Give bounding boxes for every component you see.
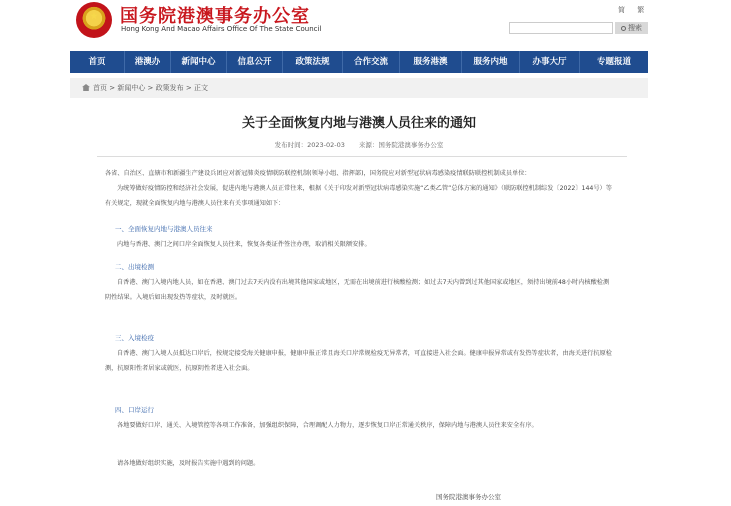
language-links [618, 5, 654, 15]
link-traditional[interactable]: 繁 [637, 6, 645, 14]
search-icon [621, 26, 626, 31]
publish-date: 发布时间：2023-02-03 [274, 141, 345, 149]
link-simplified[interactable]: 简 [618, 6, 625, 14]
article-meta [70, 140, 648, 149]
article-title: 关于全面恢复内地与港澳人员往来的通知 [241, 116, 476, 131]
intro-paragraph: 为统筹做好疫情防控和经济社会发展，促进内地与港澳人员正常往来，根据《关于印发对新型冠状病毒感染实施“乙类乙管”总体方案的通知》（联防联控机制综发〔2022〕144号）等有关规定，现就全面恢复内地与港澳人员往来有关事项通知如下： [105, 185, 612, 208]
section-body-3: 自香港、澳门入境人员抵达口岸后，按规定接受海关健康申报，健康申报正常且海关口岸常规检疫无异常者，可直接进入社会面。健康申报异常或有发热等症状者，由海关进行抗原检测，抗原阳性者居家或就医，抗原阴性者进入社会面。 [105, 350, 612, 373]
section-heading-3: 三、入境检疫 [115, 334, 154, 342]
breadcrumb-path[interactable]: 首页 > 新闻中心 > 政策发布 > 正文 [93, 84, 208, 92]
nav-item-info[interactable]: 信息公开 [227, 51, 283, 73]
main-nav [70, 51, 648, 73]
section-body-1: 内地与香港、澳门之间口岸全面恢复人员往来，恢复各类证件签注办理，取消相关限额安排。 [117, 241, 371, 248]
national-emblem-icon [76, 2, 112, 38]
nav-item-serve-hkmo[interactable]: 服务港澳 [400, 51, 462, 73]
search-button-label: 搜索 [628, 24, 642, 32]
section-body-2: 自香港、澳门入境内地人员，如在香港、澳门过去7天内没有出境其他国家或地区，无需在出境前进行核酸检测；如过去7天内曾到过其他国家或地区，须持出境前48小时内核酸检测阴性结果。入境后如出现发热等症状，及时就医。 [105, 279, 610, 302]
nav-item-home[interactable]: 首页 [70, 51, 125, 73]
closing-paragraph: 请各地做好组织实施，及时报告实施中遇到的问题。 [117, 460, 260, 467]
nav-item-hmo[interactable]: 港澳办 [125, 51, 171, 73]
nav-item-cooperation[interactable]: 合作交流 [343, 51, 400, 73]
site-header [0, 0, 731, 48]
site-title: 国务院港澳事务办公室 [120, 6, 310, 27]
section-body-4: 各地要做好口岸、通关、入境管控等各项工作准备，加强组织保障，合理调配人力物力，逐步恢复口岸正常通关秩序，保障内地与港澳人员往来安全有序。 [117, 422, 538, 429]
site-subtitle: Hong Kong And Macao Affairs Office Of The State Council [121, 25, 322, 33]
section-heading-2: 二、出境检测 [115, 263, 154, 271]
nav-item-news[interactable]: 新闻中心 [171, 51, 227, 73]
home-icon [82, 84, 90, 91]
search-button[interactable] [615, 22, 648, 34]
nav-item-service-hall[interactable]: 办事大厅 [520, 51, 580, 73]
addressee: 各省、自治区、直辖市和新疆生产建设兵团应对新冠肺炎疫情联防联控机制(领导小组、指挥部)，国务院应对新型冠状病毒感染疫情联防联控机制成员单位： [105, 170, 531, 177]
divider [97, 156, 627, 157]
signature: 国务院港澳事务办公室 [436, 493, 501, 501]
search-input[interactable] [509, 22, 613, 34]
breadcrumb [70, 78, 648, 98]
section-heading-4: 四、口岸运行 [115, 406, 154, 414]
nav-item-serve-mainland[interactable]: 服务内地 [462, 51, 520, 73]
article-source: 来源：国务院港澳事务办公室 [358, 141, 444, 149]
nav-item-topics[interactable]: 专题报道 [596, 57, 631, 67]
section-heading-1: 一、全面恢复内地与港澳人员往来 [115, 225, 213, 233]
nav-item-policy[interactable]: 政策法规 [283, 51, 343, 73]
